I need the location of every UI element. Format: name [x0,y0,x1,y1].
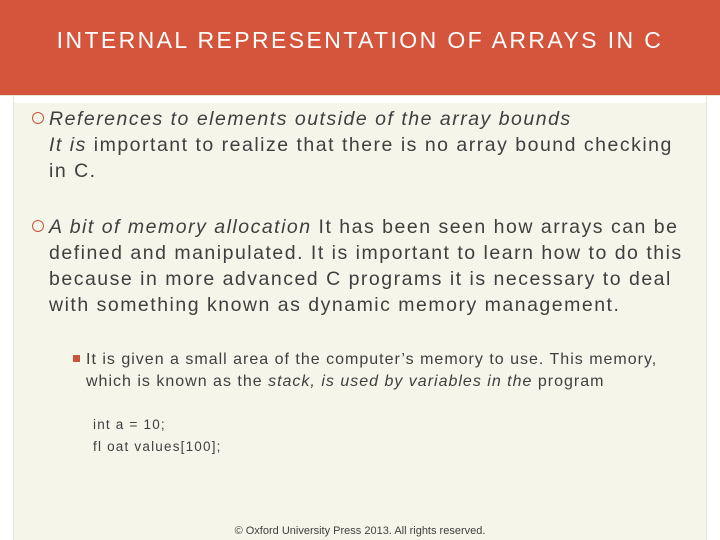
bullet-circle-icon [32,112,44,124]
title-bar [0,0,720,95]
bullet-circle-icon [32,220,44,232]
code-line: fl oat values[100]; [93,439,222,454]
copyright-footer: © Oxford University Press 2013. All rights reserved. [234,525,486,537]
bullet-heading: A bit of memory allocation [49,216,312,238]
slide-title: INTERNAL REPRESENTATION OF ARRAYS IN C [56,27,664,53]
sub-bullet-italic: stack, is used by variables in the [268,373,533,390]
code-example [93,414,222,458]
bullet-memory-allocation [49,214,689,318]
bullet-text: It has been seen how arrays can be defined and manipulated. It is important to learn how to do this because in more advanced C programs it is necessary to deal with something known as dynamic memory management. [49,216,683,316]
sub-bullet-tail: program [532,373,605,390]
bullet-heading: References to elements outside of the array bounds [49,108,572,130]
bullet-references [49,106,689,184]
square-bullet-icon [73,355,80,362]
sub-bullet-text: It is given a small area of the computer’s memory to use. This memory, which is known as the [86,351,658,390]
code-line: int a = 10; [93,417,166,432]
sub-bullet-stack [86,349,686,393]
divider [706,95,707,540]
divider [0,95,720,96]
bullet-lead: It is [49,134,87,156]
bullet-text: important to realize that there is no array bound checking in C. [49,134,673,182]
